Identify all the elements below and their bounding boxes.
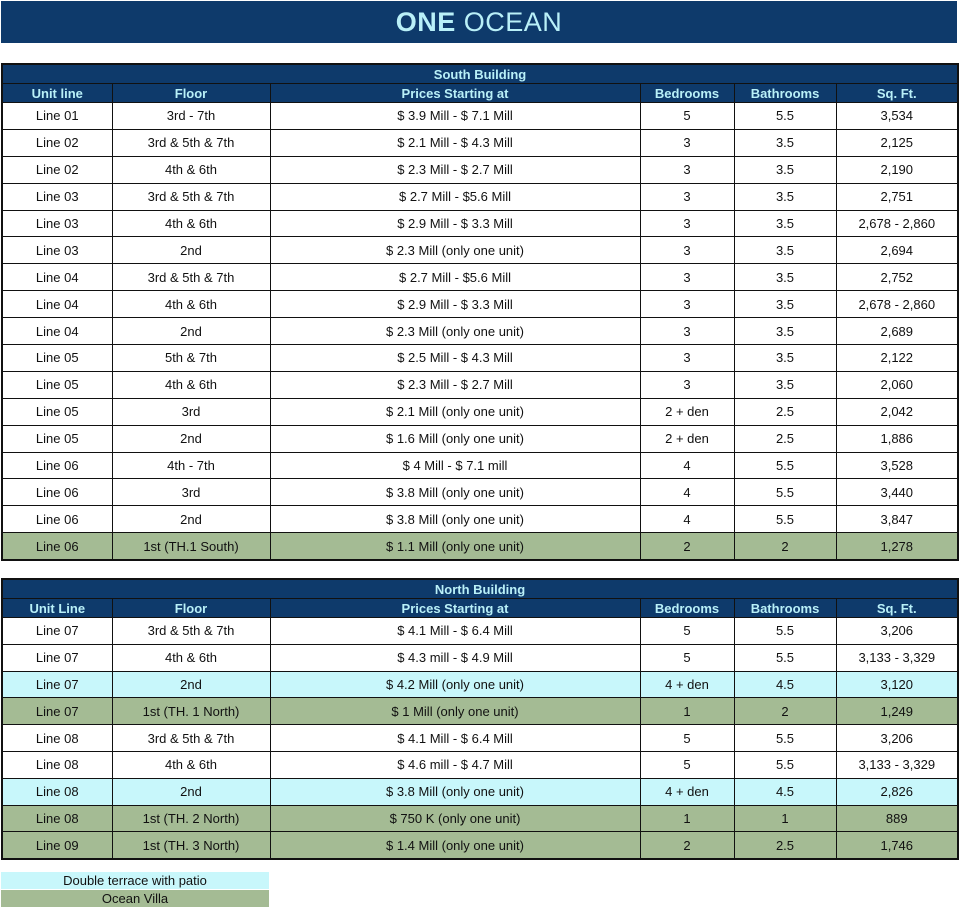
table-cell: 4 + den <box>640 778 734 805</box>
table-cell: 4th & 6th <box>112 156 270 183</box>
table-row <box>2 671 958 698</box>
table-cell: 3rd & 5th & 7th <box>112 264 270 291</box>
table-row <box>2 832 958 859</box>
table-cell: Line 04 <box>2 264 112 291</box>
table-cell: 3,440 <box>836 479 958 506</box>
table-cell: 3.5 <box>734 371 836 398</box>
table-cell: 4th & 6th <box>112 644 270 671</box>
table-cell: $ 2.5 Mill - $ 4.3 Mill <box>270 345 640 372</box>
table-cell: 2 <box>734 533 836 560</box>
table-cell: 5.5 <box>734 725 836 752</box>
table-cell: 3 <box>640 183 734 210</box>
table-row <box>2 479 958 506</box>
table-row <box>2 398 958 425</box>
table-cell: 1 <box>734 805 836 832</box>
table-cell: 4th - 7th <box>112 452 270 479</box>
column-header: Bathrooms <box>734 599 836 618</box>
table-cell: Line 03 <box>2 237 112 264</box>
table-cell: $ 2.9 Mill - $ 3.3 Mill <box>270 291 640 318</box>
table-cell: 4.5 <box>734 778 836 805</box>
table-cell: $ 4.1 Mill - $ 6.4 Mill <box>270 618 640 645</box>
table-cell: $ 4.2 Mill (only one unit) <box>270 671 640 698</box>
table-cell: Line 02 <box>2 129 112 156</box>
table-cell: 2,826 <box>836 778 958 805</box>
table-cell: 2,190 <box>836 156 958 183</box>
table-cell: 1,886 <box>836 425 958 452</box>
table-cell: $ 1 Mill (only one unit) <box>270 698 640 725</box>
table-cell: 3.5 <box>734 345 836 372</box>
table-cell: 3rd <box>112 398 270 425</box>
table-cell: Line 05 <box>2 371 112 398</box>
table-cell: $ 750 K (only one unit) <box>270 805 640 832</box>
table-cell: 4th & 6th <box>112 210 270 237</box>
table-cell: Line 07 <box>2 671 112 698</box>
table-row <box>2 345 958 372</box>
column-header: Unit Line <box>2 599 112 618</box>
table-row <box>2 156 958 183</box>
table-cell: 5 <box>640 751 734 778</box>
column-header: Unit line <box>2 84 112 103</box>
table-cell: 5.5 <box>734 103 836 130</box>
table-cell: $ 4.3 mill - $ 4.9 Mill <box>270 644 640 671</box>
table-cell: 1,746 <box>836 832 958 859</box>
table-cell: Line 07 <box>2 644 112 671</box>
table-cell: Line 09 <box>2 832 112 859</box>
table-cell: 2nd <box>112 237 270 264</box>
table-cell: 3,120 <box>836 671 958 698</box>
table-cell: 2 <box>640 533 734 560</box>
column-header: Bedrooms <box>640 84 734 103</box>
table-cell: Line 03 <box>2 183 112 210</box>
table-cell: $ 2.7 Mill - $5.6 Mill <box>270 183 640 210</box>
table-cell: $ 2.3 Mill (only one unit) <box>270 318 640 345</box>
table-row <box>2 618 958 645</box>
table-cell: 2 <box>734 698 836 725</box>
table-cell: 5.5 <box>734 618 836 645</box>
table-row <box>2 805 958 832</box>
table-row <box>2 237 958 264</box>
table-cell: $ 3.8 Mill (only one unit) <box>270 506 640 533</box>
table-cell: 3.5 <box>734 237 836 264</box>
table-row <box>2 533 958 560</box>
table-cell: Line 08 <box>2 751 112 778</box>
table-cell: 1 <box>640 698 734 725</box>
column-header: Floor <box>112 84 270 103</box>
table-cell: 2,689 <box>836 318 958 345</box>
table-cell: $ 4.6 mill - $ 4.7 Mill <box>270 751 640 778</box>
table-cell: $ 2.3 Mill - $ 2.7 Mill <box>270 371 640 398</box>
table-cell: Line 02 <box>2 156 112 183</box>
table-cell: 4th & 6th <box>112 751 270 778</box>
north-building-table <box>1 578 959 860</box>
table-cell: 2nd <box>112 671 270 698</box>
table-row <box>2 183 958 210</box>
table-row <box>2 103 958 130</box>
page-title <box>1 1 957 43</box>
table-cell: $ 4 Mill - $ 7.1 mill <box>270 452 640 479</box>
table-cell: 3 <box>640 210 734 237</box>
table-cell: 3.5 <box>734 264 836 291</box>
table-cell: 2nd <box>112 425 270 452</box>
table-cell: Line 07 <box>2 618 112 645</box>
table-cell: $ 1.6 Mill (only one unit) <box>270 425 640 452</box>
table-cell: Line 04 <box>2 318 112 345</box>
table-cell: 2,678 - 2,860 <box>836 291 958 318</box>
table-cell: 3rd <box>112 479 270 506</box>
table-cell: 2,694 <box>836 237 958 264</box>
north-building-title: North Building <box>2 579 958 599</box>
table-row <box>2 425 958 452</box>
column-header: Prices Starting at <box>270 599 640 618</box>
table-cell: 3,534 <box>836 103 958 130</box>
table-cell: 3 <box>640 129 734 156</box>
table-cell: 5.5 <box>734 506 836 533</box>
table-cell: 3,133 - 3,329 <box>836 644 958 671</box>
table-cell: 5 <box>640 103 734 130</box>
table-cell: 889 <box>836 805 958 832</box>
table-cell: 2 + den <box>640 425 734 452</box>
column-header: Bathrooms <box>734 84 836 103</box>
table-cell: 3,847 <box>836 506 958 533</box>
table-cell: 1st (TH. 3 North) <box>112 832 270 859</box>
table-cell: Line 08 <box>2 778 112 805</box>
table-cell: 3,206 <box>836 725 958 752</box>
table-cell: 3rd - 7th <box>112 103 270 130</box>
table-row <box>2 452 958 479</box>
table-cell: 3rd & 5th & 7th <box>112 725 270 752</box>
table-cell: Line 08 <box>2 805 112 832</box>
table-cell: Line 05 <box>2 345 112 372</box>
table-cell: $ 2.1 Mill - $ 4.3 Mill <box>270 129 640 156</box>
table-row <box>2 506 958 533</box>
table-cell: $ 3.8 Mill (only one unit) <box>270 778 640 805</box>
table-cell: $ 4.1 Mill - $ 6.4 Mill <box>270 725 640 752</box>
legend-ocean-villa: Ocean Villa <box>1 890 269 907</box>
table-cell: 3 <box>640 237 734 264</box>
table-cell: 4 <box>640 506 734 533</box>
table-cell: 1st (TH. 2 North) <box>112 805 270 832</box>
table-cell: Line 05 <box>2 425 112 452</box>
table-cell: 3 <box>640 345 734 372</box>
table-cell: 3rd & 5th & 7th <box>112 618 270 645</box>
table-cell: 2,752 <box>836 264 958 291</box>
table-row <box>2 129 958 156</box>
table-cell: 4 <box>640 452 734 479</box>
table-cell: 3,528 <box>836 452 958 479</box>
table-row <box>2 318 958 345</box>
table-cell: Line 06 <box>2 533 112 560</box>
table-cell: 3.5 <box>734 210 836 237</box>
table-row <box>2 210 958 237</box>
south-building-table <box>1 63 959 561</box>
column-header: Sq. Ft. <box>836 599 958 618</box>
table-row <box>2 644 958 671</box>
table-cell: 2,751 <box>836 183 958 210</box>
table-cell: Line 08 <box>2 725 112 752</box>
table-cell: 1st (TH.1 South) <box>112 533 270 560</box>
table-row <box>2 751 958 778</box>
table-cell: 2 + den <box>640 398 734 425</box>
table-cell: Line 05 <box>2 398 112 425</box>
table-cell: $ 1.4 Mill (only one unit) <box>270 832 640 859</box>
table-cell: 5 <box>640 644 734 671</box>
table-cell: 3rd & 5th & 7th <box>112 183 270 210</box>
table-cell: 4th & 6th <box>112 371 270 398</box>
title-rest: OCEAN <box>463 7 563 37</box>
column-header: Sq. Ft. <box>836 84 958 103</box>
table-cell: $ 2.1 Mill (only one unit) <box>270 398 640 425</box>
title-bold: ONE <box>395 7 456 37</box>
table-cell: 3rd & 5th & 7th <box>112 129 270 156</box>
south-building-title: South Building <box>2 64 958 84</box>
table-cell: Line 06 <box>2 452 112 479</box>
table-cell: 2nd <box>112 506 270 533</box>
table-cell: $ 3.8 Mill (only one unit) <box>270 479 640 506</box>
table-cell: 5 <box>640 725 734 752</box>
table-cell: $ 3.9 Mill - $ 7.1 Mill <box>270 103 640 130</box>
table-cell: 1 <box>640 805 734 832</box>
table-cell: 3 <box>640 318 734 345</box>
table-cell: 2 <box>640 832 734 859</box>
table-cell: 2.5 <box>734 425 836 452</box>
table-cell: 5.5 <box>734 479 836 506</box>
table-cell: 2,122 <box>836 345 958 372</box>
table-cell: 2,125 <box>836 129 958 156</box>
table-cell: $ 2.7 Mill - $5.6 Mill <box>270 264 640 291</box>
table-cell: 2.5 <box>734 398 836 425</box>
column-header: Bedrooms <box>640 599 734 618</box>
table-cell: Line 04 <box>2 291 112 318</box>
table-cell: 3 <box>640 291 734 318</box>
table-cell: 3.5 <box>734 291 836 318</box>
table-cell: Line 03 <box>2 210 112 237</box>
table-cell: 5.5 <box>734 452 836 479</box>
table-cell: 3,206 <box>836 618 958 645</box>
table-cell: $ 1.1 Mill (only one unit) <box>270 533 640 560</box>
table-cell: 2nd <box>112 318 270 345</box>
table-cell: 5.5 <box>734 644 836 671</box>
table-cell: Line 06 <box>2 479 112 506</box>
table-cell: 3 <box>640 371 734 398</box>
table-cell: Line 01 <box>2 103 112 130</box>
table-cell: 2,060 <box>836 371 958 398</box>
table-cell: 2.5 <box>734 832 836 859</box>
table-cell: 2,042 <box>836 398 958 425</box>
table-cell: 4th & 6th <box>112 291 270 318</box>
table-cell: 5th & 7th <box>112 345 270 372</box>
table-cell: 5.5 <box>734 751 836 778</box>
table-cell: Line 06 <box>2 506 112 533</box>
table-cell: $ 2.3 Mill - $ 2.7 Mill <box>270 156 640 183</box>
table-cell: 1,278 <box>836 533 958 560</box>
table-cell: 3.5 <box>734 129 836 156</box>
table-cell: 4 + den <box>640 671 734 698</box>
legend-double-terrace: Double terrace with patio <box>1 872 269 889</box>
table-cell: 3.5 <box>734 156 836 183</box>
table-cell: Line 07 <box>2 698 112 725</box>
table-cell: 3,133 - 3,329 <box>836 751 958 778</box>
table-row <box>2 725 958 752</box>
table-row <box>2 778 958 805</box>
table-cell: 1st (TH. 1 North) <box>112 698 270 725</box>
table-cell: 2,678 - 2,860 <box>836 210 958 237</box>
table-cell: $ 2.9 Mill - $ 3.3 Mill <box>270 210 640 237</box>
table-cell: 3 <box>640 156 734 183</box>
column-header: Prices Starting at <box>270 84 640 103</box>
table-cell: 3.5 <box>734 183 836 210</box>
table-cell: 3.5 <box>734 318 836 345</box>
table-row <box>2 371 958 398</box>
column-header: Floor <box>112 599 270 618</box>
table-cell: 3 <box>640 264 734 291</box>
table-cell: 4 <box>640 479 734 506</box>
table-row <box>2 264 958 291</box>
table-cell: 5 <box>640 618 734 645</box>
table-cell: $ 2.3 Mill (only one unit) <box>270 237 640 264</box>
table-cell: 4.5 <box>734 671 836 698</box>
table-cell: 1,249 <box>836 698 958 725</box>
table-row <box>2 698 958 725</box>
table-cell: 2nd <box>112 778 270 805</box>
table-row <box>2 291 958 318</box>
